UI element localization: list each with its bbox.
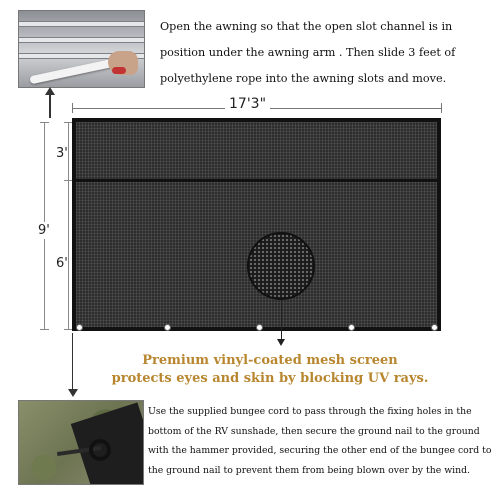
width-dimension-label: 17'3" <box>225 96 270 112</box>
zoom-pointer-arrow-icon <box>281 300 282 342</box>
section-height-line <box>68 122 69 330</box>
grommet-hole <box>164 324 171 331</box>
mesh-zoom-circle <box>247 232 315 300</box>
mesh-caption: Premium vinyl-coated mesh screen protects eyes and skin by blocking UV rays. <box>111 353 429 386</box>
bottom-section-height-label: 6' <box>56 256 68 271</box>
ground-nail-photo <box>18 400 144 485</box>
arrow-up-icon <box>49 90 51 118</box>
panel-seam <box>76 179 437 182</box>
total-height-label: 9' <box>38 223 50 238</box>
grommet-hole <box>431 324 438 331</box>
top-section-height-label: 3' <box>56 146 68 161</box>
awning-rail-photo <box>18 10 145 88</box>
awning-instruction-text: Open the awning so that the open slot channel is in position under the awning arm . Then slide 3 feet of polyethylene rope into the awning slots and move. <box>160 20 456 85</box>
grommet-hole <box>76 324 83 331</box>
grommet-hole <box>348 324 355 331</box>
arrow-down-icon <box>72 333 73 391</box>
ground-nail-instruction-text: Use the supplied bungee cord to pass through the fixing holes in the bottom of the RV sunshade, then secure the ground nail to the ground with the hammer provided, securing the other end of the bungee cord to the ground nail to prevent them from being blown over by the wind. <box>148 406 492 476</box>
bungee-cord <box>89 439 111 461</box>
grommet-hole <box>256 324 263 331</box>
mesh-sunshade-panel <box>72 118 441 331</box>
